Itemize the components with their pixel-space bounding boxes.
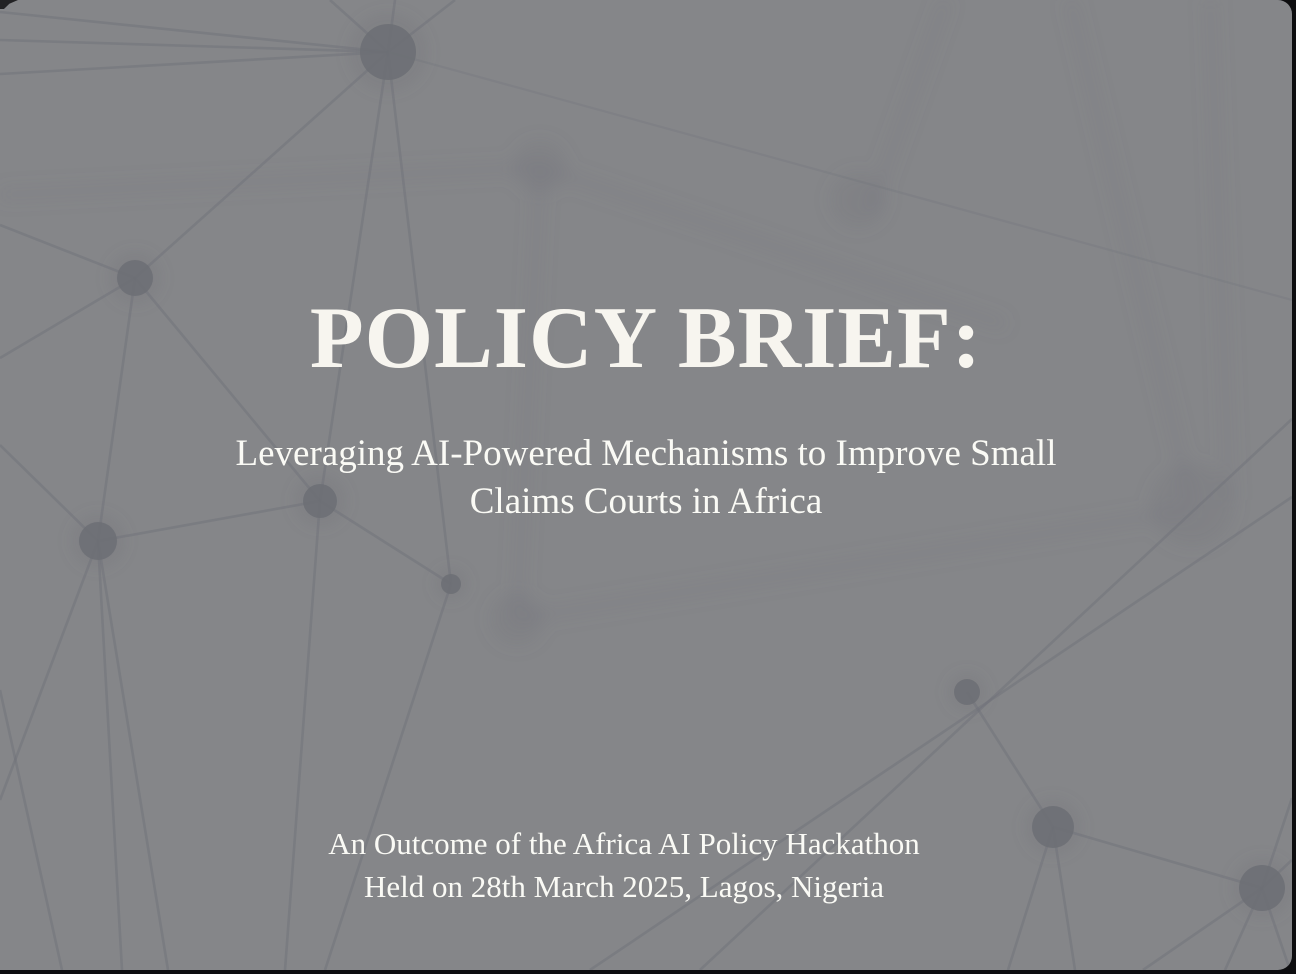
cover-subtitle (0, 430, 1292, 526)
cover-title: POLICY BRIEF: (309, 290, 983, 387)
event-attribution-line2: Held on 28th March 2025, Lagos, Nigeria (364, 869, 884, 904)
cover-subtitle-line1: Leveraging AI-Powered Mechanisms to Improve Small (235, 433, 1057, 474)
cover-subtitle-line2: Claims Courts in Africa (469, 481, 823, 522)
event-attribution (0, 822, 1248, 908)
event-attribution-line1: An Outcome of the Africa AI Policy Hackathon (328, 826, 920, 861)
